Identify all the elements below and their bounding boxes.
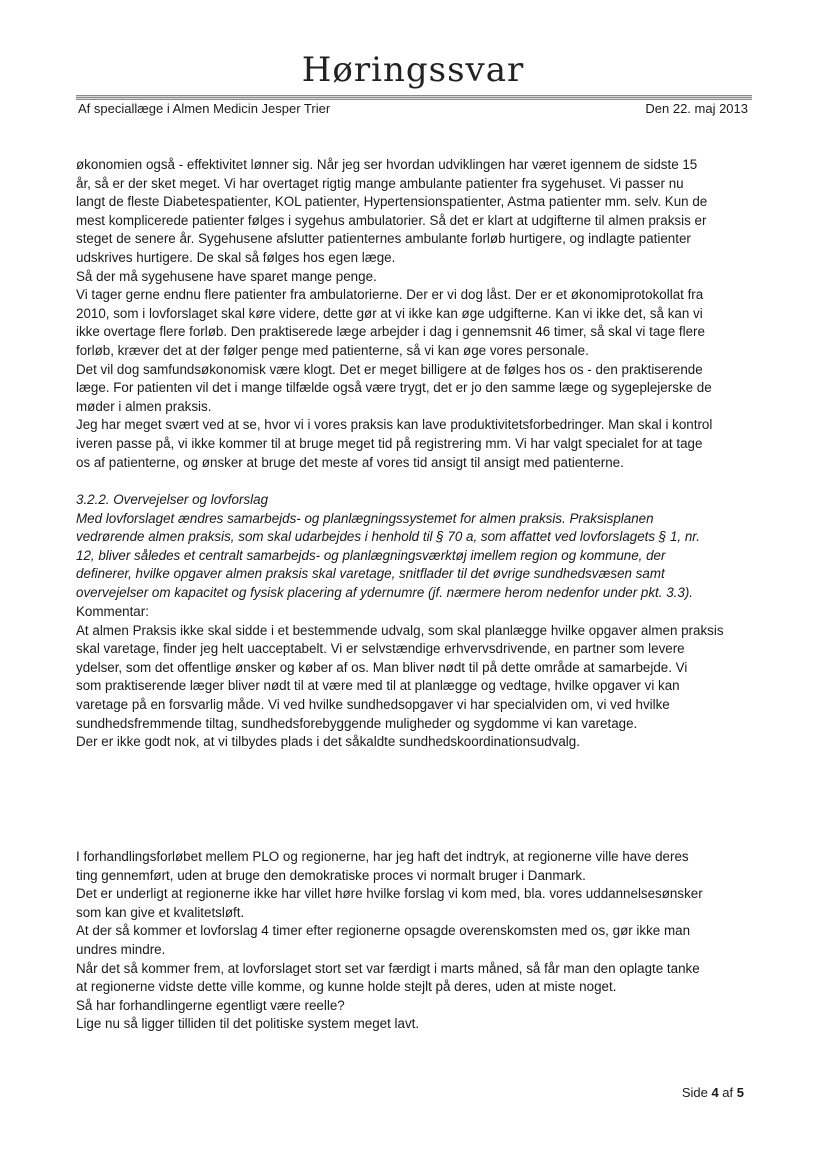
text-line: iveren passe på, vi ikke kommer til at bruge meget tid på registrering mm. Vi har valgt specialet for at tage	[76, 435, 703, 451]
text-line: Så der må sygehusene have sparet mange penge.	[76, 268, 377, 284]
text-line: I forhandlingsforløbet mellem PLO og regionerne, har jeg haft det indtryk, at regionerne ville have deres	[76, 849, 689, 864]
text-line: møder i almen praksis.	[76, 398, 212, 414]
document-title: Høringssvar	[301, 50, 525, 90]
text-line: At der så kommer et lovforslag 4 timer efter regionerne opsagde overenskomsten med os, gør ikke man	[76, 923, 691, 939]
text-line: Vi tager gerne endnu flere patienter fra ambulatorierne. Der er vi dog låst. Der er et økonomiprotokollat fra	[76, 287, 704, 303]
text-line: undres mindre.	[76, 941, 166, 957]
text-line: Det vil dog samfundsøkonomisk være klogt. Det er meget billigere at de følges hos os - den praktiserende	[76, 361, 703, 377]
text-line: Lige nu så ligger tilliden til det politiske system meget lavt.	[76, 1016, 420, 1032]
text-line: sundhedsfremmende tiltag, sundhedsforebyggende muligheder og sygdomme vi kan varetage.	[76, 715, 638, 731]
text-line: som praktiserende læger bliver nødt til at være med til at planlægge og vedtage, hvilke opgaver vi kan	[76, 678, 680, 694]
header-rule	[76, 95, 752, 100]
total-pages: 5	[736, 1085, 744, 1100]
text-line: varetage på en forsvarlig måde. Vi ved hvilke sundhedsopgaver vi har specialviden om, vi ved hvilke	[76, 696, 670, 712]
text-line: 12, bliver således et centralt samarbejds- og planlægningsværktøj imellem region og kommune, der	[76, 547, 666, 563]
text-line: steget de senere år. Sygehusene afslutter patienternes ambulante forløb hurtigere, og indlagte patienter	[76, 231, 691, 247]
document-date: Den 22. maj 2013	[645, 101, 748, 116]
text-line: at regionerne vidste dette ville komme, og kunne holde stejlt på deres, uden at miste noget.	[76, 979, 617, 995]
text-line: Kommentar:	[76, 604, 149, 619]
text-line: som kan give et kvalitetsløft.	[76, 904, 245, 920]
text-line: definerer, hvilke opgaver almen praksis skal varetage, snitflader til det øvrige sundhedsvæsen samt	[76, 566, 665, 582]
text-line: skal varetage, finder jeg helt uacceptabelt. Vi er selvstændige erhvervsdrivende, en partner som levere	[76, 641, 685, 657]
text-line: ting gennemført, uden at bruge den demokratiske proces vi normalt bruger i Danmark.	[76, 867, 586, 883]
current-page: 4	[711, 1085, 719, 1100]
text-line: 2010, som i lovforslaget skal køre videre, dette gør at vi ikke kan øge udgifterne. Kan vi ikke det, så kan vi	[76, 305, 703, 321]
text-line: udskrives hurtigere. De skal så følges hos egen læge.	[76, 249, 396, 265]
text-line: Der er ikke godt nok, at vi tilbydes plads i det såkaldte sundhedskoordinationsudvalg.	[76, 734, 580, 750]
text-line: ikke overtage flere forløb. Den praktiserede læge arbejder i dag i gennemsnit 46 timer, så skal vi tage flere	[76, 324, 705, 340]
text-line: 3.2.2. Overvejelser og lovforslag	[76, 492, 269, 507]
text-line: overvejelser om kapacitet og fysisk placering af ydernumre (jf. nærmere herom nedenfor under pkt. 3.3).	[76, 584, 693, 600]
text-line: Når det så kommer frem, at lovforslaget stort set var færdigt i marts måned, så får man den oplagte tanke	[76, 960, 700, 976]
text-line: langt de fleste Diabetespatienter, KOL patienter, Hypertensionspatienter, Astma patienter mm. selv. Kun de	[76, 194, 708, 210]
text-line: økonomien også - effektivitet lønner sig. Når jeg ser hvordan udviklingen har været igennem de sidste 15	[76, 157, 698, 172]
text-line: forløb, kræver det at der følger penge med patienterne, så vi kan øge vores personale.	[76, 342, 589, 358]
text-line: Så har forhandlingerne egentligt være reelle?	[76, 997, 345, 1013]
text-line: At almen Praksis ikke skal sidde i et bestemmende udvalg, som skal planlægge hvilke opgaver almen praksis	[76, 622, 724, 638]
author-line: Af speciallæge i Almen Medicin Jesper Trier	[78, 101, 331, 116]
section-economy	[76, 156, 756, 472]
text-line: Det er underligt at regionerne ikke har villet høre hvilke forslag vi kom med, bla. vores uddannelsesønsker	[76, 886, 703, 902]
text-line: Jeg har meget svært ved at se, hvor vi i vores praksis kan lave produktivitetsforbedringer. Man skal i kontrol	[76, 417, 713, 433]
section-forhandling	[76, 848, 756, 1034]
page-middle: af	[718, 1085, 737, 1100]
page-prefix: Side	[681, 1085, 712, 1100]
text-line: Med lovforslaget ændres samarbejds- og planlægningssystemet for almen praksis. Praksisplanen	[76, 510, 654, 526]
text-line: år, så er der sket meget. Vi har overtaget rigtig mange ambulante patienter fra sygehuset. Vi passer nu	[76, 175, 684, 191]
section-kommentar	[76, 603, 756, 752]
text-line: os af patienterne, og ønsker at bruge det meste af vores tid ansigt til ansigt med patienterne.	[76, 454, 624, 470]
text-line: læge. For patienten vil det i mange tilfælde også være trygt, det er jo den samme læge og sygeplejerske de	[76, 380, 712, 396]
text-line: ydelser, som det offentlige ønsker og køber af os. Man bliver nødt til på dette område at samarbejde. Vi	[76, 659, 688, 675]
text-line: mest komplicerede patienter følges i sygehus ambulatorier. Så det er klart at udgifterne til almen praksis er	[76, 212, 707, 228]
page-number	[682, 1085, 744, 1100]
section-overvejelser	[76, 491, 756, 603]
text-line: vedrørende almen praksis, som skal udarbejdes i henhold til § 70 a, som affattet ved lovforslagets § 1, nr.	[76, 529, 700, 545]
